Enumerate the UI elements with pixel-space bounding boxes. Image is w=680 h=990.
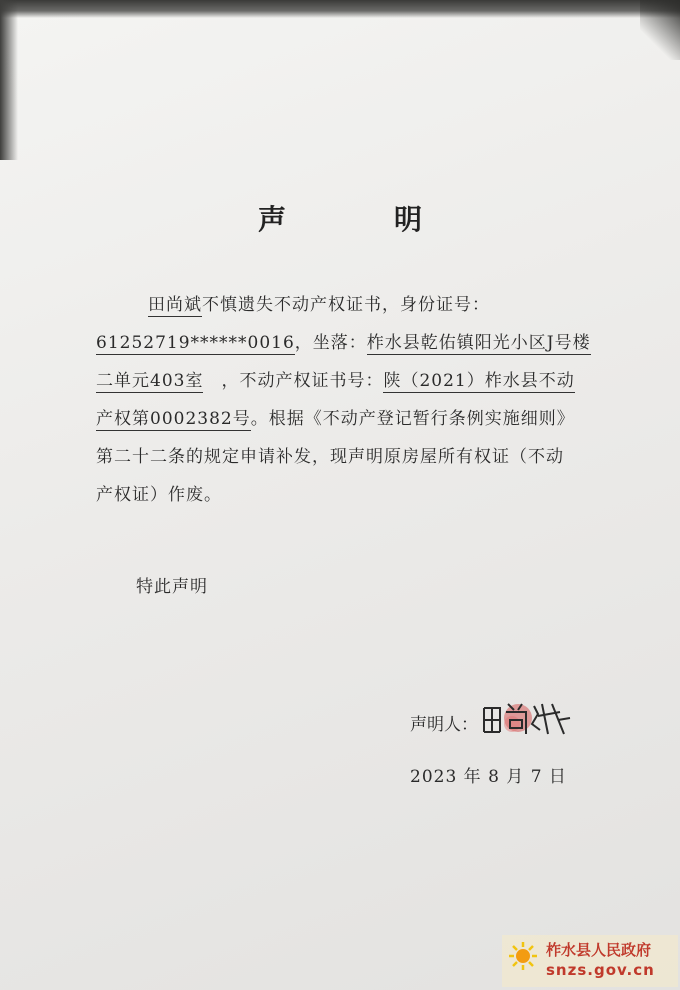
filled-field: 陕（2021）柞水县不动: [383, 371, 575, 391]
signer-label: 声明人：: [410, 715, 478, 735]
watermark-url: snzs.gov.cn: [546, 961, 655, 979]
handwritten-signature: [478, 694, 578, 744]
body-text: ，坐落：: [294, 333, 367, 353]
filled-field: 柞水县乾佑镇阳光小区J号楼: [366, 333, 591, 353]
body-text: ，不动产权证书号：: [203, 371, 384, 391]
document-title: 声 明: [257, 203, 462, 236]
body-text: 。根据《不动产登记暂行条例实施细则》: [250, 409, 575, 429]
body-line: [96, 480, 222, 505]
watermark: [502, 935, 678, 987]
body-line: [96, 442, 564, 467]
background-edge-left: [0, 0, 18, 160]
body-line: [148, 290, 490, 315]
body-line: [96, 366, 575, 391]
sun-logo-icon: [508, 941, 538, 971]
body-text: 不慎遗失不动产权证书，身份证号：: [202, 295, 490, 315]
filled-field: 产权第0002382号: [96, 409, 251, 429]
background-edge: [0, 0, 680, 18]
body-text: 产权证）作废。: [96, 485, 222, 505]
watermark-name: 柞水县人民政府: [546, 941, 652, 959]
body-line: [96, 328, 591, 353]
body-text: 第二十二条的规定申请补发，现声明原房屋所有权证（不动: [96, 447, 564, 467]
declaration-date: 2023 年 8 月 7 日: [410, 767, 567, 787]
filled-field: 田尚斌: [148, 295, 202, 315]
background-edge-right: [640, 0, 680, 60]
body-line: [96, 404, 575, 429]
filled-field: 61252719******0016: [96, 333, 295, 353]
closing-text: 特此声明: [136, 577, 208, 597]
filled-field: 二单元403室: [96, 371, 204, 391]
